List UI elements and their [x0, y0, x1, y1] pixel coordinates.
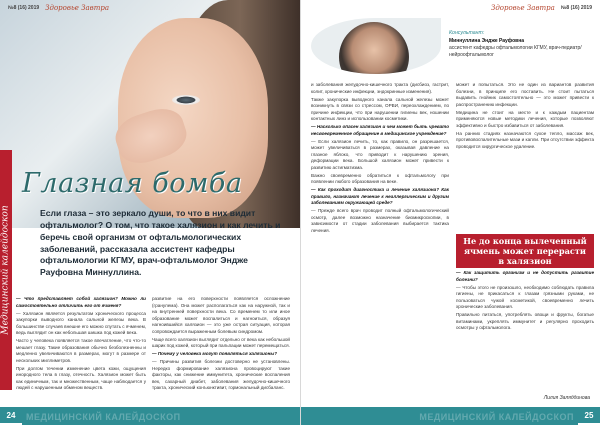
paragraph: может и попытаться. Это не один из вариантов развития болезни, в принципе его поставить. Не стоит пытаться выдавить гнойник самостоятельно — это может привести к распространению инфекции. [456, 82, 594, 107]
author-signature: Лилия Заляддинова [543, 395, 590, 401]
consultant-info [449, 30, 594, 59]
paragraph: — Халязион является результатом хронического процесса закупорки выводного канала сальной железы века. В большинстве случаев внешне его можно спутать с ячменем, ведь выглядит он как небольшая шишка под кожей века. [16, 310, 146, 336]
consultant-portrait [339, 22, 409, 74]
issue-label: №8 (16) 2019 [560, 5, 592, 11]
paragraph: При долгом течении изменение цвета кожи, ощущения инородного тела в глазу, отечность. Халязион может быть как единичным, так и множественным, чаще наблюдается у людей с нарушенным обменом веществ. [16, 365, 146, 391]
consultant-role: ассистент кафедры офтальмологии КГМУ, врач-педиатр/нейроофтальмолог [449, 45, 582, 59]
paragraph: Часто у человека появляется такое впечатление, что что-то мешает глазу. Такие образования обычно безболезненны и медленно увеличиваются в размерах, могут в размере от нескольких миллиметров. [16, 338, 146, 363]
issue-label: №8 (16) 2019 [8, 5, 40, 11]
article-lead: Если глаза – это зеркало души, то что в них видит офтальмолог? О том, что такое халязион и как лечить и беречь свой организм от офтальмологических заболеваний, рассказала ассистент кафедры офтальмологии КГМУ, врач-офтальмолог Эндже Рауфовна Миннуллина. [40, 208, 281, 278]
consultant-label: Консультант: [449, 30, 485, 36]
running-header-left [8, 4, 109, 12]
consultant-photo [311, 18, 441, 74]
paragraph: — Причины развития болезни достоверно не установлены. Нередко формирование халязиона провоцируют такие факторы, как снижение иммунитета, хронические воспаления век, сахарный диабет, заболевания желудочно-кишечного тракта, хронический конъюнктивит, гормональный дисбаланс. [152, 359, 290, 391]
section-side-tag-label: Медицинский калейдоскоп [1, 205, 12, 335]
paragraph: — Как защитить организм и не допустить развитие болезни? [456, 270, 594, 282]
paragraph: — Насколько опасен халязион и чем может быть чревато несвоевременное обращение в медицинское учреждение? [311, 124, 449, 136]
bottom-band-text: МЕДИЦИНСКИЙ КАЛЕЙДОСКОП [419, 412, 574, 422]
paragraph: — Если халязион лечить, то, как правило, он разрешается, может увеличиваться в размерах, оказывая давление на глазное яблоко, что приводит к нарушению зрения, деформации века. Большой халязион может привести к развитию астигматизма. [311, 138, 449, 170]
paragraph: — Почему у человека могут появляться халязионы? [152, 351, 278, 357]
paragraph: — Что представляет собой халязион? Можно ли самостоятельно отличить его от ячменя? [16, 296, 146, 308]
right-column-1 [311, 82, 449, 236]
section-side-tag [0, 150, 12, 390]
page-number-left: 24 [0, 407, 22, 423]
paragraph: Медицина не стоит на месте и к каждым пациентам применяются новые методики лечения, которые позволяют эффективно и быстро избавиться от заболевания. [456, 109, 594, 128]
paragraph: — Как проходит диагностика и лечение халязиона? Как правило, назначают лечение к неаллергическим и другим заболеваниям окружающей среде? [311, 187, 449, 206]
page-number-right: 25 [578, 407, 600, 423]
consultant-name: Миннуллина Эндже Рауфовна [449, 38, 525, 45]
paragraph: Чаще всего халязион выглядит отдельно от века как небольшой шарик под кожей, который при пальпации может перемещаться. [152, 336, 290, 349]
article-title: Глазная бомба [22, 168, 243, 199]
right-page [300, 0, 600, 425]
paragraph: Правильно питаться, употреблять овощи и фрукты, богатые витаминами, укреплять иммунитет и регулярно проходить осмотры у офтальмолога. [456, 312, 594, 331]
paragraph: и заболевания желудочно-кишечного тракта (дисбиоз, гастрит, колит, хронические инфекции, эндокринные изменения). [311, 82, 449, 94]
bottom-band-text: МЕДИЦИНСКИЙ КАЛЕЙДОСКОП [26, 412, 181, 422]
paragraph: Также закупорка выводного канала сальной железы может возникнуть в связи со стрессом, ОРВИ, переохлаждением, по причине инфекции, что при нарушении гигиены век, ношении контактных линз и использовании косметики. [311, 96, 449, 122]
left-column-1 [16, 296, 146, 393]
paragraph: Важно своевременно обратиться к офтальмологу при появлении любого образования на веке. [311, 172, 449, 185]
right-column-2 [456, 82, 594, 152]
paragraph: — Чтобы этого не произошло, необходимо соблюдать правила гигиены, не прикасаться к глазам грязными руками, не пользоваться чужой косметикой, своевременно лечить хронические заболевания. [456, 284, 594, 310]
paragraph: На ранних стадиях назначаются сухое тепло, массаж век, противовоспалительные мази и капли. При отсутствии эффекта проводится хирургическое удаление. [456, 130, 594, 149]
pull-quote-callout: Не до конца вылеченный ячмень может перерасти в халязион [456, 234, 594, 268]
left-column-2 [152, 296, 290, 393]
magazine-name: Здоровье Завтра [45, 4, 110, 12]
paragraph: — Прежде всего врач проводит полный офтальмологический осмотр, далее возможно назначение биомикроскопии, в зависимости от стадии заболевания выбирается тактика лечения. [311, 208, 449, 233]
photo-eye [172, 95, 200, 105]
right-column-3 [456, 270, 594, 333]
running-header-right [491, 4, 592, 12]
magazine-name: Здоровье Завтра [490, 4, 555, 12]
paragraph: развитие на его поверхности появляется осложнение (гранулема). Она может располагаться как на наружной, так и на внутренней поверхности века. Со временем то или иное образование может воспалиться и нагноиться, образуя нагноившийся халязион — это уже острая ситуация, которая сопровождается выраженным болевым синдромом. [152, 296, 290, 334]
